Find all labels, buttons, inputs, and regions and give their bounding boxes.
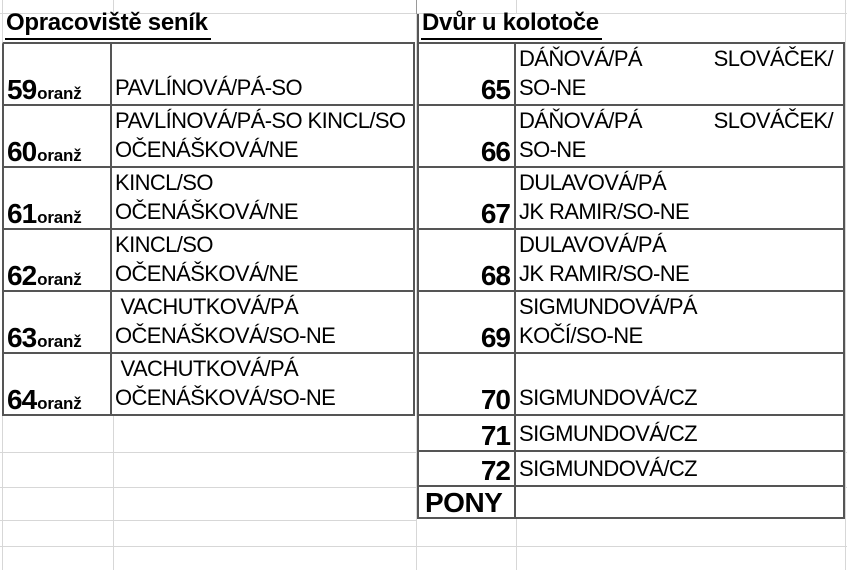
name-line-2: OČENÁŠKOVÁ/NE	[115, 199, 298, 224]
name-line-1: VACHUTKOVÁ/PÁ	[115, 294, 299, 319]
row-number: 64	[7, 384, 37, 415]
row-number: 67	[480, 198, 510, 229]
cell-number-65[interactable]	[417, 44, 516, 106]
cell-names-65[interactable]	[516, 44, 845, 106]
cell-number-60[interactable]	[2, 106, 112, 168]
row-number: 59	[7, 74, 37, 105]
name-line-1-left: DULAVOVÁ/PÁ	[519, 232, 667, 257]
name-line-2: OČENÁŠKOVÁ/SO-NE	[115, 323, 336, 348]
name-line-2: PAVLÍNOVÁ/PÁ-SO	[115, 75, 303, 100]
name-line-1: KINCL/SO	[115, 232, 213, 257]
right-table-title: Dvůr u kolotoče	[421, 9, 602, 40]
cell-number-72[interactable]	[417, 452, 516, 487]
row-number: 71	[480, 420, 510, 451]
cell-number-68[interactable]	[417, 230, 516, 292]
name-line-2: OČENÁŠKOVÁ/NE	[115, 261, 298, 286]
name-line-1: KINCL/SO	[115, 170, 213, 195]
row-number: 69	[480, 322, 510, 353]
gridline-horizontal	[0, 546, 847, 547]
row-number: 60	[7, 136, 37, 167]
cell-names-71[interactable]	[516, 416, 845, 452]
row-number: 70	[480, 384, 510, 415]
pony-label: PONY	[425, 487, 503, 518]
cell-number-70[interactable]	[417, 354, 516, 416]
name-line-2: OČENÁŠKOVÁ/NE	[115, 137, 298, 162]
row-tag: oranž	[37, 270, 82, 289]
cell-names-60[interactable]	[112, 106, 415, 168]
right-table-header-cell[interactable]	[417, 9, 845, 44]
row-tag: oranž	[37, 84, 82, 103]
cell-number-66[interactable]	[417, 106, 516, 168]
gridline-vertical	[845, 0, 846, 570]
name-line-1: PAVLÍNOVÁ/PÁ-SO KINCL/SO	[115, 108, 406, 133]
cell-names-64[interactable]	[112, 354, 415, 416]
cell-number-59[interactable]	[2, 44, 112, 106]
name-line-2: SO-NE	[519, 75, 586, 100]
row-tag: oranž	[37, 146, 82, 165]
cell-names-72[interactable]	[516, 452, 845, 487]
cell-number-67[interactable]	[417, 168, 516, 230]
name-line-2: SO-NE	[519, 137, 586, 162]
row-number: 68	[480, 260, 510, 291]
row-number: 72	[480, 455, 510, 486]
name-line-1-left: DÁŇOVÁ/PÁ	[519, 108, 642, 133]
name-line-1	[115, 44, 411, 73]
name-line: SIGMUNDOVÁ/CZ	[519, 456, 697, 481]
name-line-1: VACHUTKOVÁ/PÁ	[115, 356, 299, 381]
name-line-1-right: SLOVÁČEK/	[713, 46, 833, 71]
left-table-header-cell[interactable]	[2, 9, 415, 44]
name-line-1-left: SIGMUNDOVÁ/PÁ	[519, 294, 698, 319]
left-table	[2, 9, 415, 416]
cell-names-59[interactable]	[112, 44, 415, 106]
row-number: 63	[7, 322, 37, 353]
right-table	[417, 9, 845, 519]
cell-pony-label[interactable]	[417, 487, 516, 519]
name-line-2: JK RAMIR/SO-NE	[519, 261, 690, 286]
gridline-column-divider	[416, 0, 417, 14]
row-tag: oranž	[37, 332, 82, 351]
name-line-2: KOČÍ/SO-NE	[519, 323, 643, 348]
row-number: 62	[7, 260, 37, 291]
cell-names-67[interactable]	[516, 168, 845, 230]
cell-names-61[interactable]	[112, 168, 415, 230]
cell-number-62[interactable]	[2, 230, 112, 292]
cell-names-69[interactable]	[516, 292, 845, 354]
cell-number-61[interactable]	[2, 168, 112, 230]
row-number: 66	[480, 136, 510, 167]
name-line-1-left: DULAVOVÁ/PÁ	[519, 170, 667, 195]
gridline-horizontal	[0, 520, 416, 521]
name-line-1-right: SLOVÁČEK/	[713, 108, 833, 133]
row-number: 61	[7, 198, 37, 229]
name-line-1-left: DÁŇOVÁ/PÁ	[519, 46, 642, 71]
name-line-2: SIGMUNDOVÁ/CZ	[519, 385, 697, 410]
name-line: SIGMUNDOVÁ/CZ	[519, 421, 697, 446]
name-line-2: OČENÁŠKOVÁ/SO-NE	[115, 385, 336, 410]
cell-number-71[interactable]	[417, 416, 516, 452]
cell-number-63[interactable]	[2, 292, 112, 354]
row-tag: oranž	[37, 394, 82, 413]
left-table-title: Opracoviště seník	[5, 9, 211, 40]
row-number: 65	[480, 74, 510, 105]
name-line-2: JK RAMIR/SO-NE	[519, 199, 690, 224]
cell-names-63[interactable]	[112, 292, 415, 354]
cell-names-70[interactable]	[516, 354, 845, 416]
cell-number-69[interactable]	[417, 292, 516, 354]
cell-number-64[interactable]	[2, 354, 112, 416]
cell-names-62[interactable]	[112, 230, 415, 292]
cell-names-66[interactable]	[516, 106, 845, 168]
row-tag: oranž	[37, 208, 82, 227]
cell-names-68[interactable]	[516, 230, 845, 292]
cell-pony-empty[interactable]	[516, 487, 845, 519]
